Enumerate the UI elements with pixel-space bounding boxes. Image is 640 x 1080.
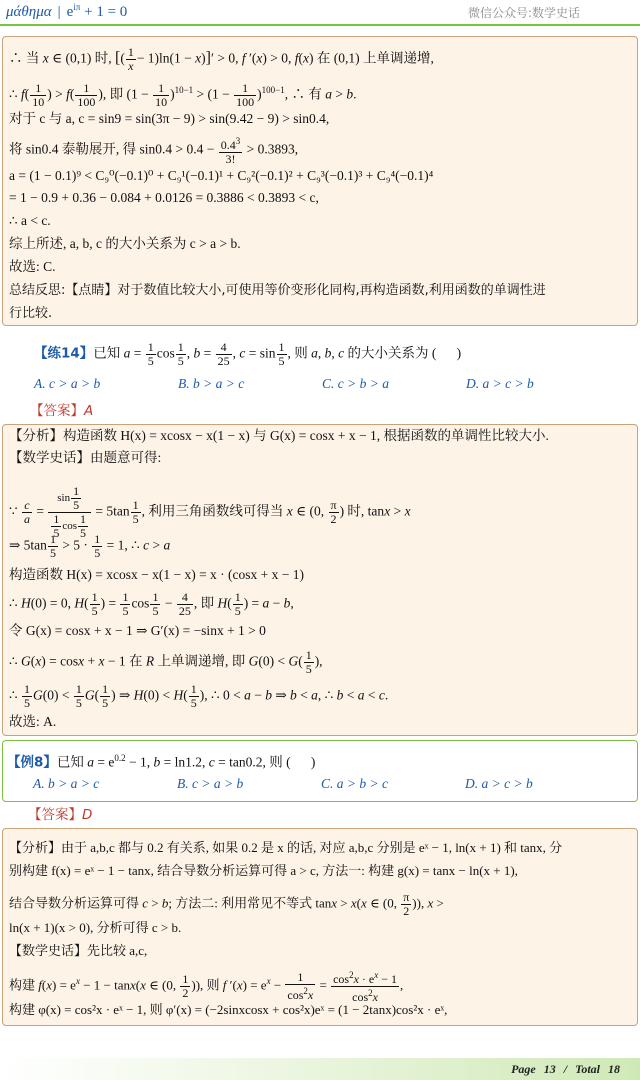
example-8-option-c[interactable]: C. a > b > c bbox=[321, 776, 388, 791]
page-indicator bbox=[507, 1062, 624, 1077]
b3-line-7: 构建 φ(x) = cos²x · eˣ − 1, 则 φ′(x) = (−2sinxcosx + cos²x)eˣ = (1 − 2tanx)cos²x · eˣ, bbox=[9, 1002, 448, 1017]
example-8-answer-value: D bbox=[82, 807, 93, 823]
example-8-answer bbox=[28, 806, 92, 824]
practice-14-option-c[interactable]: C. c > b > a bbox=[322, 376, 389, 391]
example-8-option-b[interactable]: B. c > a > b bbox=[177, 776, 244, 791]
analysis-box-ex8 bbox=[2, 828, 638, 1026]
total-label: Total bbox=[575, 1062, 600, 1076]
b2-line-4: ⇒ 5tan $\frac{1}{5}$ > 5 · $\frac{1}{5}$ = 1, ∴ c > a bbox=[9, 532, 171, 560]
b2-line-8: ∴ G(x) = cosx + x − 1 在 R 上单调递增, 即 G(0) < G( $\frac{1}{5}$ ), bbox=[9, 648, 323, 676]
analysis-box-14 bbox=[2, 424, 638, 736]
b2-line-6: ∴ H(0) = 0, H( $\frac{1}{5}$ ) = $\frac{1}{5}$ cos $\frac{1}{5}$ − $\frac{4}{25}$ , 即 H( $\frac{1}{5}$ ) = a − b, bbox=[9, 590, 294, 618]
practice-14-option-b[interactable]: B. b > a > c bbox=[178, 376, 245, 391]
b2-line-5: 构造函数 H(x) = xcosx − x(1 − x) = x · (cosx + x − 1) bbox=[9, 567, 305, 582]
header-divider bbox=[0, 24, 640, 26]
example-8-tag: 【例8】 bbox=[7, 754, 57, 771]
example-8-option-a[interactable]: A. b > a > c bbox=[33, 776, 100, 791]
b2-line-9: ∴ $\frac{1}{5}$ G(0) < $\frac{1}{5}$ G( $\frac{1}{5}$ ) ⇒ H(0) < H( $\frac{1}{5}$ ), ∴ 0 < a − b ⇒ b < a, ∴ b < a < c. bbox=[9, 682, 389, 710]
practice-14 bbox=[0, 336, 640, 426]
b1-line-4: 将 sin0.4 泰勒展开, 得 sin0.4 > 0.4 − $\frac{0.4^3}{3!}$ > 0.3893, bbox=[9, 136, 299, 166]
page-number: 13 bbox=[543, 1062, 556, 1076]
b1-line-8: 综上所述, a, b, c 的大小关系为 c > a > b. bbox=[9, 236, 241, 251]
page-slash: / bbox=[563, 1062, 568, 1076]
practice-14-answer bbox=[30, 402, 93, 420]
b2-line-1: 【分析】构造函数 H(x) = xcosx − x(1 − x) 与 G(x) = cosx + x − 1, 根据函数的单调性比较大小. bbox=[9, 428, 549, 443]
b1-line-10: 总结反思:【点睛】对于数值比较大小,可使用等价变形化同构,再构造函数,利用函数的单调性进 bbox=[9, 283, 546, 298]
practice-14-option-d[interactable]: D. a > c > b bbox=[466, 376, 534, 391]
b1-line-11: 行比较. bbox=[9, 306, 53, 321]
b2-line-3: ∵ $\frac{c}{a}$ = sin $\frac{1}{5}$ $\frac{1}{5}$ cos $\frac{1}{5}$ = 5tan $\frac{1}{5}$ , 利用三角函数线可得当 x ∈ (0, $\frac{\pi}{2}$ ) 时, tanx > x bbox=[9, 484, 411, 540]
b1-line-2: ∴ f( $\frac{1}{10}$ ) > f( $\frac{1}{100}$ ), 即 (1 − $\frac{1}{10}$ )$^{10-1}$ > (1 − $\frac{1}{100}$ )$^{100-1}$, ∴ 有 a > b. bbox=[9, 80, 357, 109]
b1-line-5: a = (1 − 0.1)⁹ < C₉⁰(−0.1)⁰ + C₉¹(−0.1)¹ + C₉²(−0.1)² + C₉³(−0.1)³ + C₉⁴(−0.1)⁴ bbox=[9, 168, 434, 183]
header-brand bbox=[6, 2, 127, 21]
b3-line-3: 结合导数分析运算可得 c > b; 方法二: 利用常见不等式 tanx > x(x ∈ (0, $\frac{\pi}{2}$ )), x > bbox=[9, 890, 444, 918]
answer-label: 【答案】 bbox=[30, 403, 84, 419]
brand-title: μάθημα bbox=[6, 4, 52, 20]
practice-14-option-a[interactable]: A. c > a > b bbox=[34, 376, 101, 391]
b3-line-4: ln(x + 1)(x > 0), 分析可得 c > b. bbox=[9, 920, 182, 935]
b1-line-1: ∴ 当 x ∈ (0,1) 时, [( $\frac{1}{x}$ − 1)ln(1 − x)]′ > 0, f ′(x) > 0, f(x) 在 (0,1) 上单调递增, bbox=[9, 45, 434, 73]
b3-line-6: 构建 $f(x) = e^x - 1 - \tan x(x$ ∈ (0, $\frac{1}{2}$ )), 则 f $'(x) = e^x$ − $\frac{1}{\cos^2x}$ = $\frac{\cos^2x \cdot e^x - 1}{\cos^2x}$ , bbox=[9, 970, 404, 1004]
page-footer bbox=[0, 1058, 640, 1080]
page-header bbox=[0, 0, 640, 26]
example-8-stem: 【例8】已知 $a = e^{0.2} - 1$, b = ln1.2, c = tan0.2, 则 ( ) bbox=[7, 753, 316, 771]
example-8-box bbox=[2, 740, 638, 802]
b2-line-10: 故选: A. bbox=[9, 714, 57, 729]
b1-line-3: 对于 c 与 a, c = sin9 = sin(3π − 9) > sin(9.42 − 9) > sin0.4, bbox=[9, 111, 330, 126]
b1-line-6: = 1 − 0.9 + 0.36 − 0.084 + 0.0126 = 0.3886 < 0.3893 < c, bbox=[9, 190, 319, 205]
practice-14-tag: 【练14】 bbox=[34, 345, 94, 362]
solution-continued-box bbox=[2, 36, 638, 326]
header-separator: | bbox=[57, 4, 61, 20]
b3-line-1: 【分析】由于 a,b,c 都与 0.2 有关系, 如果 0.2 是 x 的话, 对应 a,b,c 分别是 eˣ − 1, ln(x + 1) 和 tanx, 分 bbox=[9, 840, 563, 855]
header-formula: $e^{i\pi} + 1 = 0$ bbox=[66, 2, 128, 20]
answer-value: A bbox=[84, 403, 94, 419]
total-number: 18 bbox=[608, 1062, 620, 1076]
example-8-answer-label: 【答案】 bbox=[28, 807, 82, 823]
example-8-option-d[interactable]: D. a > c > b bbox=[465, 776, 533, 791]
b1-line-9: 故选: C. bbox=[9, 259, 56, 274]
page-label: Page bbox=[511, 1062, 536, 1076]
b1-line-7: ∴ a < c. bbox=[9, 213, 51, 228]
wechat-label: 微信公众号:数学史话 bbox=[467, 6, 580, 20]
b2-line-2: 【数学史话】由题意可得: bbox=[9, 450, 162, 465]
b2-line-7: 令 G(x) = cosx + x − 1 ⇒ G′(x) = −sinx + 1 > 0 bbox=[9, 623, 266, 638]
practice-14-stem: 【练14】已知 a = $\frac{1}{5}$ cos $\frac{1}{5}$ , b = $\frac{4}{25}$ , c = sin $\frac{1}{5}$ , 则 a, b, c 的大小关系为 ( ) bbox=[34, 340, 462, 368]
b3-line-5: 【数学史话】先比较 a,c, bbox=[9, 943, 148, 958]
b3-line-2: 别构建 f(x) = eˣ − 1 − tanx, 结合导数分析运算可得 a > c, 方法一: 构建 g(x) = tanx − ln(x + 1), bbox=[9, 863, 518, 878]
